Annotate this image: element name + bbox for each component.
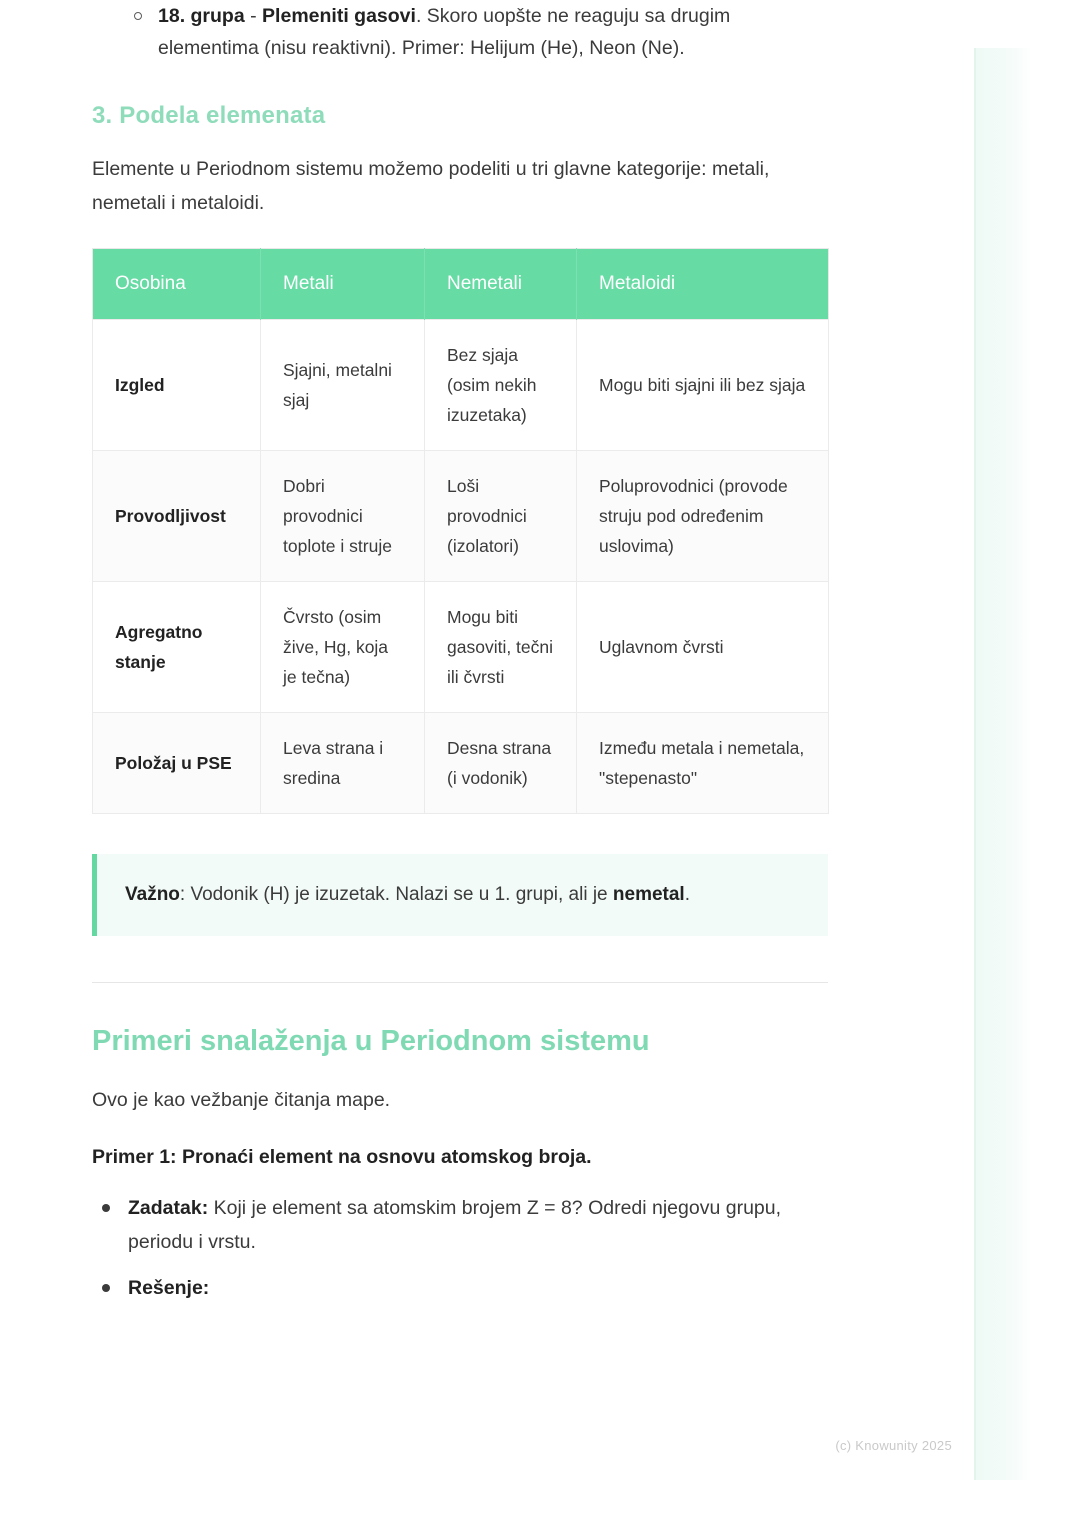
table-header-cell: Metali xyxy=(261,249,425,320)
dash-separator: - xyxy=(244,5,263,27)
callout-text-after: . xyxy=(684,884,690,905)
table-cell: Sjajni, metalni sjaj xyxy=(261,320,425,451)
task-text: Koji je element sa atomskim brojem Z = 8? Odredi njegovu grupu, periodu i vrstu. xyxy=(128,1197,782,1253)
example-items-list xyxy=(92,1191,828,1305)
table-cell: Leva strana i sredina xyxy=(261,713,425,814)
table-row-header: Položaj u PSE xyxy=(93,713,261,814)
callout-bold-word: nemetal xyxy=(612,884,685,905)
table-cell: Između metala i nemetala, "stepenasto" xyxy=(577,713,829,814)
solution-label: Rešenje: xyxy=(128,1277,210,1299)
list-item xyxy=(92,1271,828,1305)
table-header-cell: Osobina xyxy=(93,249,261,320)
table-cell: Mogu biti sjajni ili bez sjaja xyxy=(577,320,829,451)
table-header-cell: Metaloidi xyxy=(577,249,829,320)
dot-bullet-icon xyxy=(102,1204,110,1212)
copyright-credit: (c) Knowunity 2025 xyxy=(835,1438,952,1453)
table-cell: Poluprovodnici (provode struju pod određenim uslovima) xyxy=(577,451,829,582)
group-description: . Skoro uopšte ne reaguju sa drugim elementima (nisu reaktivni). Primer: Helijum (He), Neon (Ne). xyxy=(158,5,731,59)
table-cell: Čvrsto (osim žive, Hg, koja je tečna) xyxy=(261,582,425,713)
document-content xyxy=(92,0,828,1317)
list-item xyxy=(92,0,828,64)
callout-text-before: : Vodonik (H) je izuzetak. Nalazi se u 1. grupi, ali je xyxy=(179,884,613,905)
table-cell: Desna strana (i vodonik) xyxy=(425,713,577,814)
table-row xyxy=(93,713,829,814)
example-title: Primer 1: Pronaći element na osnovu atomskog broja. xyxy=(92,1146,592,1168)
examples-heading: Primeri snalaženja u Periodnom sistemu xyxy=(92,1025,650,1057)
section-intro-paragraph: Elemente u Periodnom sistemu možemo podeliti u tri glavne kategorije: metali, nemetali i metaloidi. xyxy=(92,158,770,214)
group-name-label: Plemeniti gasovi xyxy=(262,5,416,27)
dot-bullet-icon xyxy=(102,1284,110,1292)
list-item xyxy=(92,1191,828,1259)
examples-intro: Ovo je kao vežbanje čitanja mape. xyxy=(92,1089,391,1111)
page-edge-divider xyxy=(974,48,976,1480)
noble-gases-list xyxy=(92,0,828,64)
group-number-label: 18. grupa xyxy=(158,5,245,27)
table-cell: Loši provodnici (izolatori) xyxy=(425,451,577,582)
table-row-header: Provodljivost xyxy=(93,451,261,582)
table-row xyxy=(93,320,829,451)
task-label: Zadatak: xyxy=(128,1197,209,1219)
circle-bullet-icon xyxy=(134,12,142,20)
section-heading: 3. Podela elemenata xyxy=(92,102,326,129)
table-cell: Mogu biti gasoviti, tečni ili čvrsti xyxy=(425,582,577,713)
table-cell: Dobri provodnici toplote i struje xyxy=(261,451,425,582)
table-row-header: Agregatno stanje xyxy=(93,582,261,713)
callout-label: Važno xyxy=(125,884,180,905)
table-row xyxy=(93,582,829,713)
section-divider xyxy=(92,982,828,983)
table-cell: Uglavnom čvrsti xyxy=(577,582,829,713)
comparison-table xyxy=(92,248,829,814)
table-header-row xyxy=(93,249,829,320)
important-callout xyxy=(92,854,828,936)
table-cell: Bez sjaja (osim nekih izuzetaka) xyxy=(425,320,577,451)
table-row xyxy=(93,451,829,582)
page-edge-decoration xyxy=(976,48,1032,1480)
table-header-cell: Nemetali xyxy=(425,249,577,320)
table-row-header: Izgled xyxy=(93,320,261,451)
